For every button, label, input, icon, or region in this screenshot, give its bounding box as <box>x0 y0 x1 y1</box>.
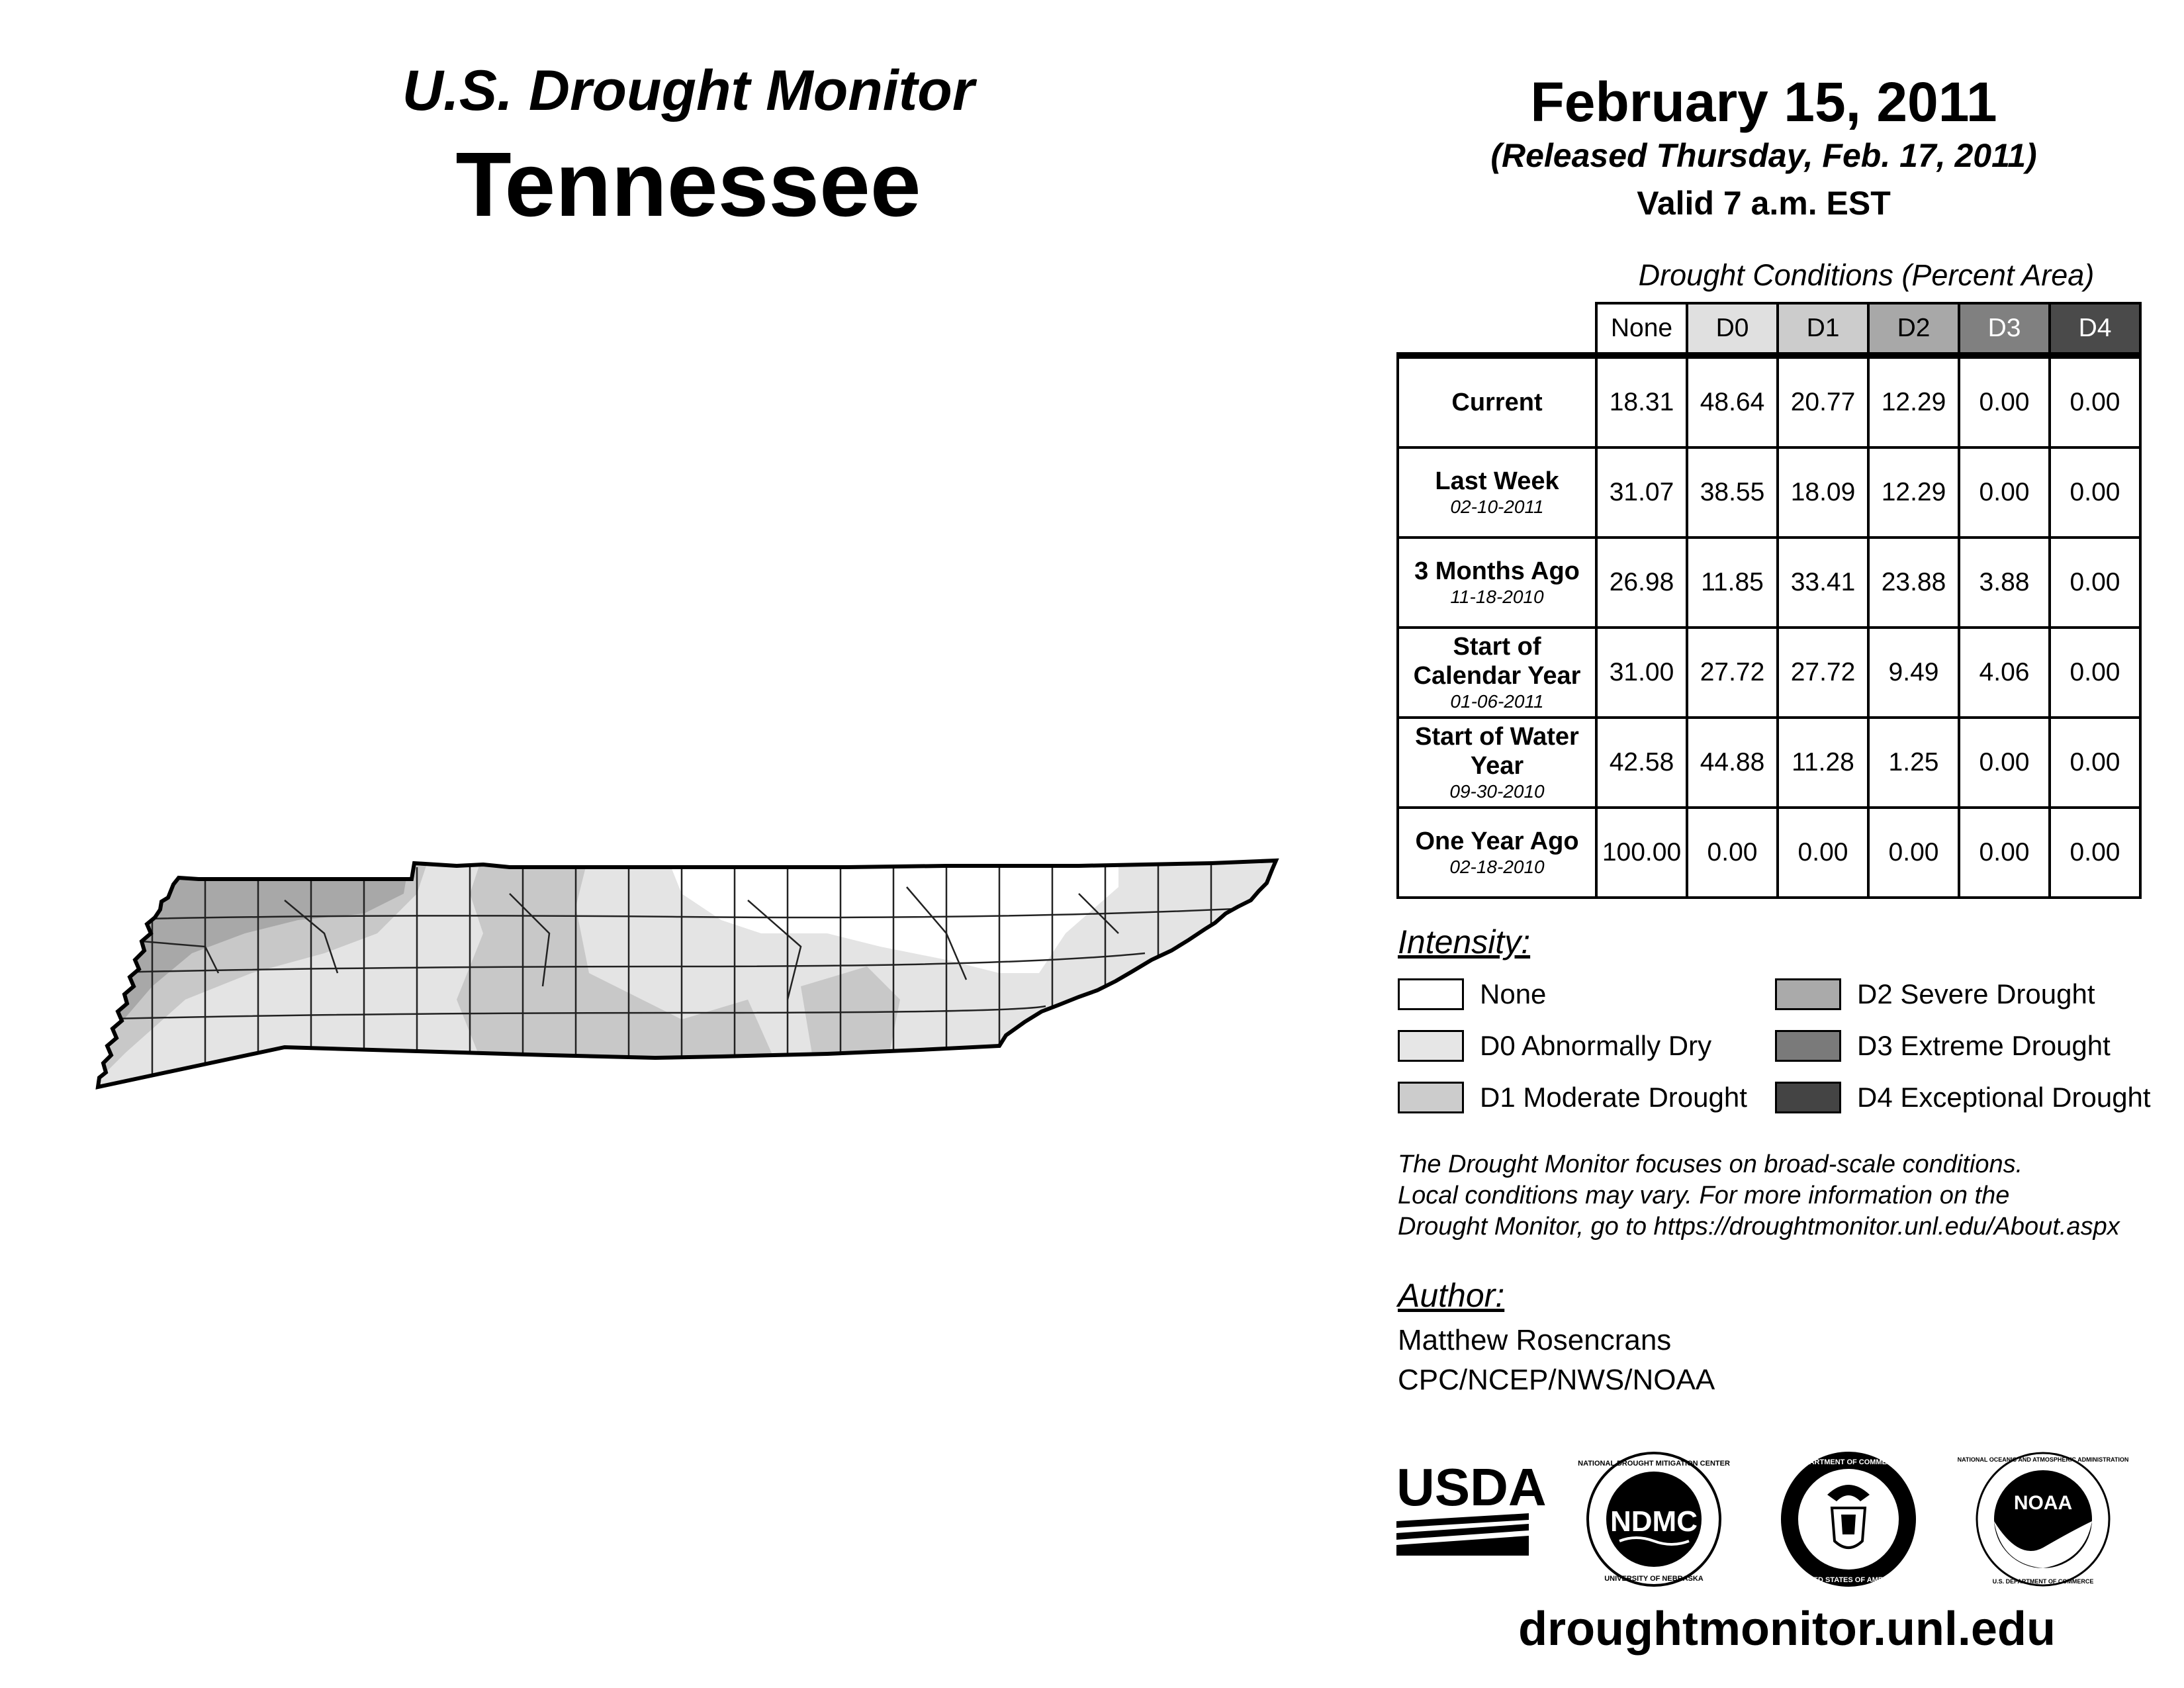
cell-value: 0.00 <box>1687 808 1778 898</box>
noaa-ring-text: NATIONAL OCEANIC AND ATMOSPHERIC ADMINISTRATION <box>1957 1456 2129 1463</box>
cell-value: 31.00 <box>1596 628 1687 718</box>
row-date: 01-06-2011 <box>1450 691 1544 712</box>
site-url[interactable]: droughtmonitor.unl.edu <box>1518 1603 2056 1656</box>
row-label: One Year Ago 02-18-2010 <box>1398 808 1596 898</box>
legend-title: Intensity: <box>1398 923 1531 961</box>
cell-value: 0.00 <box>1959 808 2050 898</box>
cell-value: 9.49 <box>1868 628 1959 718</box>
row-date: 02-10-2011 <box>1450 496 1544 517</box>
cell-value: 0.00 <box>2050 808 2140 898</box>
commerce-ring-bottom-text: UNITED STATES OF AMERICA <box>1796 1576 1901 1584</box>
table-row <box>1398 628 2140 718</box>
row-label: Current <box>1398 355 1596 447</box>
cell-value: 0.00 <box>2050 447 2140 538</box>
cell-value: 4.06 <box>1959 628 2050 718</box>
legend-label: D4 Exceptional Drought <box>1857 1082 2151 1113</box>
legend-swatch <box>1398 1082 1464 1113</box>
cell-value: 0.00 <box>1959 355 2050 447</box>
table-row <box>1398 718 2140 808</box>
cell-value: 26.98 <box>1596 538 1687 628</box>
table-caption: Drought Conditions (Percent Area) <box>1638 258 2095 292</box>
legend-label: D0 Abnormally Dry <box>1480 1030 1712 1061</box>
cell-value: 100.00 <box>1596 808 1687 898</box>
drought-conditions-table <box>1396 302 2142 899</box>
author-title: Author: <box>1398 1277 1505 1314</box>
cell-value: 38.55 <box>1687 447 1778 538</box>
map-date: February 15, 2011 <box>1530 71 1997 133</box>
cell-value: 0.00 <box>2050 718 2140 808</box>
legend-swatch <box>1775 978 1841 1010</box>
col-header-d4: D4 <box>2050 303 2140 355</box>
monitor-title: U.S. Drought Monitor <box>402 59 975 122</box>
row-date: 11-18-2010 <box>1450 586 1544 607</box>
cell-value: 48.64 <box>1687 355 1778 447</box>
ndmc-ring-bottom-text: UNIVERSITY OF NEBRASKA <box>1604 1575 1704 1583</box>
cell-value: 27.72 <box>1778 628 1868 718</box>
col-header-d2: D2 <box>1868 303 1959 355</box>
table-row <box>1398 355 2140 447</box>
legend-label: None <box>1480 978 1547 1009</box>
legend-item-d0 <box>1398 1030 1711 1062</box>
row-label: Start of Water Year 09-30-2010 <box>1398 718 1596 808</box>
cell-value: 12.29 <box>1868 355 1959 447</box>
cell-value: 33.41 <box>1778 538 1868 628</box>
ndmc-logo-text: NDMC <box>1610 1505 1698 1538</box>
noaa-logo-text: NOAA <box>2013 1492 2073 1514</box>
legend-label: D2 Severe Drought <box>1857 978 2095 1009</box>
table-row <box>1398 538 2140 628</box>
legend-item-d4 <box>1775 1082 2151 1113</box>
valid-time: Valid 7 a.m. EST <box>1637 185 1891 222</box>
note-line: Local conditions may vary. For more information on the <box>1398 1182 2010 1209</box>
legend-label: D1 Moderate Drought <box>1480 1082 1747 1113</box>
cell-value: 1.25 <box>1868 718 1959 808</box>
cell-value: 0.00 <box>1778 808 1868 898</box>
row-label: 3 Months Ago 11-18-2010 <box>1398 538 1596 628</box>
cell-value: 0.00 <box>2050 355 2140 447</box>
cell-value: 12.29 <box>1868 447 1959 538</box>
legend-swatch <box>1775 1030 1841 1062</box>
row-date: 09-30-2010 <box>1449 781 1545 802</box>
author-org: CPC/NCEP/NWS/NOAA <box>1398 1364 1715 1396</box>
ndmc-ring-text: NATIONAL DROUGHT MITIGATION CENTER <box>1578 1460 1730 1468</box>
cell-value: 3.88 <box>1959 538 2050 628</box>
col-header-d1: D1 <box>1778 303 1868 355</box>
table-row <box>1398 447 2140 538</box>
cell-value: 18.09 <box>1778 447 1868 538</box>
cell-value: 0.00 <box>1959 447 2050 538</box>
commerce-seal-logo <box>1778 1448 1919 1590</box>
state-title: Tennessee <box>455 134 921 236</box>
cell-value: 11.28 <box>1778 718 1868 808</box>
row-label: Last Week 02-10-2011 <box>1398 447 1596 538</box>
table-corner <box>1398 303 1596 355</box>
legend-swatch <box>1398 978 1464 1010</box>
cell-value: 0.00 <box>1959 718 2050 808</box>
col-header-d0: D0 <box>1687 303 1778 355</box>
legend-swatch <box>1398 1030 1464 1062</box>
table-row <box>1398 808 2140 898</box>
commerce-ring-text: DEPARTMENT OF COMMERCE <box>1794 1458 1903 1466</box>
author-name: Matthew Rosencrans <box>1398 1324 1672 1356</box>
note-line: The Drought Monitor focuses on broad-scale conditions. <box>1398 1150 2023 1178</box>
cell-value: 31.07 <box>1596 447 1687 538</box>
cell-value: 27.72 <box>1687 628 1778 718</box>
legend-item-d2 <box>1775 978 2095 1010</box>
col-header-none: None <box>1596 303 1687 355</box>
tennessee-drought-map <box>86 801 1297 1119</box>
col-header-d3: D3 <box>1959 303 2050 355</box>
cell-value: 11.85 <box>1687 538 1778 628</box>
note-line: Drought Monitor, go to https://droughtmonitor.unl.edu/About.aspx <box>1398 1213 2120 1241</box>
usda-logo <box>1396 1458 1547 1561</box>
cell-value: 20.77 <box>1778 355 1868 447</box>
cell-value: 23.88 <box>1868 538 1959 628</box>
legend-swatch <box>1775 1082 1841 1113</box>
legend-item-d1 <box>1398 1082 1747 1113</box>
cell-value: 44.88 <box>1687 718 1778 808</box>
noaa-logo <box>1957 1448 2129 1590</box>
legend-item-none <box>1398 978 1546 1010</box>
cell-value: 0.00 <box>1868 808 1959 898</box>
ndmc-logo <box>1578 1448 1730 1590</box>
row-label: Start of Calendar Year 01-06-2011 <box>1398 628 1596 718</box>
cell-value: 42.58 <box>1596 718 1687 808</box>
cell-value: 18.31 <box>1596 355 1687 447</box>
legend-label: D3 Extreme Drought <box>1857 1030 2111 1061</box>
legend-item-d3 <box>1775 1030 2111 1062</box>
noaa-ring-bottom-text: U.S. DEPARTMENT OF COMMERCE <box>1992 1578 2094 1585</box>
row-date: 02-18-2010 <box>1449 857 1545 877</box>
usda-logo-text: USDA <box>1396 1458 1547 1517</box>
cell-value: 0.00 <box>2050 628 2140 718</box>
release-date: (Released Thursday, Feb. 17, 2011) <box>1490 137 2037 174</box>
disclaimer-note <box>1398 1149 2159 1243</box>
cell-value: 0.00 <box>2050 538 2140 628</box>
